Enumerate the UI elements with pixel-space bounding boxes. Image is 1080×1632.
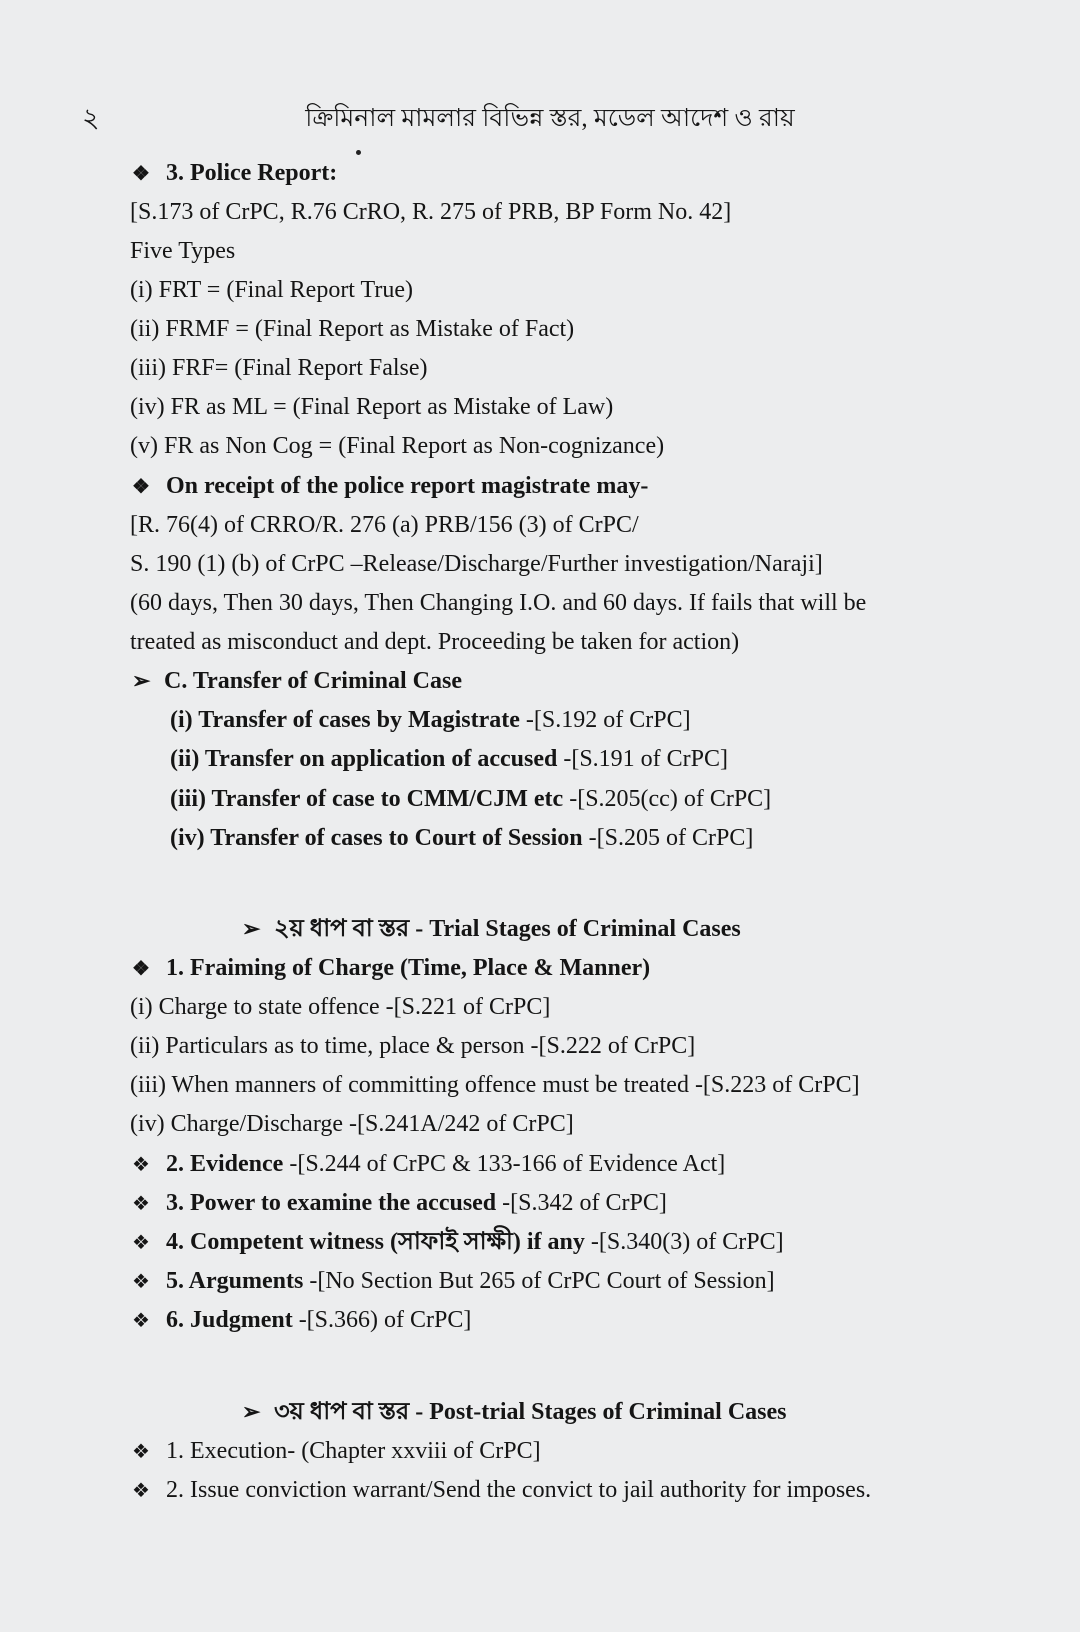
arrow-icon: ➢	[242, 916, 261, 941]
type-item: (ii) FRMF = (Final Report as Mistake of Fact)	[130, 316, 575, 342]
police-report-reference: [S.173 of CrPC, R.76 CrRO, R. 275 of PRB, BP Form No. 42]	[130, 199, 732, 225]
bullet-icon: ❖	[132, 1193, 150, 1215]
bullet-icon: ❖	[132, 163, 150, 185]
transfer-item: (iii) Transfer of case to CMM/CJM etc -[S.205(cc) of CrPC]	[170, 786, 772, 812]
charge-item: (i) Charge to state offence -[S.221 of CrPC]	[130, 994, 551, 1020]
stray-dot	[356, 150, 361, 155]
bullet-icon: ❖	[132, 1310, 150, 1332]
bullet-icon: ❖	[132, 1441, 150, 1463]
bullet-icon: ❖	[132, 958, 150, 980]
bullet-icon: ❖	[132, 1154, 150, 1176]
trial-step: ❖ 4. Competent witness (সাফাই সাক্ষী) if any -[S.340(3) of CrPC]	[132, 1226, 784, 1259]
section-heading-post-trial: ➢ ৩য় ধাপ বা স্তর - Post-trial Stages of Criminal Cases	[242, 1396, 787, 1428]
trial-step: ❖ 2. Evidence -[S.244 of CrPC & 133-166 of Evidence Act]	[132, 1148, 725, 1181]
charge-item: (ii) Particulars as to time, place & person -[S.222 of CrPC]	[130, 1033, 696, 1059]
type-item: (v) FR as Non Cog = (Final Report as Non-cognizance)	[130, 433, 665, 459]
types-label: Five Types	[130, 238, 236, 264]
charge-item: (iii) When manners of committing offence must be treated -[S.223 of CrPC]	[130, 1072, 860, 1098]
section-heading-trial-stage: ➢ ২য় ধাপ বা স্তর - Trial Stages of Criminal Cases	[242, 913, 741, 945]
page-header	[0, 98, 1080, 138]
post-trial-item: ❖ 1. Execution- (Chapter xxviii of CrPC]	[132, 1435, 541, 1468]
time-limit-note: treated as misconduct and dept. Proceeding be taken for action)	[130, 629, 740, 655]
trial-step: ❖ 5. Arguments -[No Section But 265 of CrPC Court of Session]	[132, 1265, 775, 1298]
transfer-item: (i) Transfer of cases by Magistrate -[S.192 of CrPC]	[170, 707, 691, 733]
transfer-item: (ii) Transfer on application of accused -[S.191 of CrPC]	[170, 746, 729, 772]
charge-item: (iv) Charge/Discharge -[S.241A/242 of CrPC]	[130, 1111, 574, 1137]
trial-step: ❖ 6. Judgment -[S.366) of CrPC]	[132, 1304, 471, 1337]
arrow-icon: ➢	[242, 1399, 261, 1424]
transfer-item: (iv) Transfer of cases to Court of Session -[S.205 of CrPC]	[170, 825, 754, 851]
running-title: ক্রিমিনাল মামলার বিভিন্ন স্তর, মডেল আদেশ ও রায়	[305, 105, 795, 132]
section-heading-police-report: ❖ 3. Police Report:	[132, 157, 337, 190]
post-trial-item: ❖ 2. Issue conviction warrant/Send the convict to jail authority for imposes.	[132, 1474, 871, 1507]
bullet-icon: ❖	[132, 1271, 150, 1293]
type-item: (iv) FR as ML = (Final Report as Mistake of Law)	[130, 394, 614, 420]
bullet-icon: ❖	[132, 1480, 150, 1502]
bullet-icon: ❖	[132, 1232, 150, 1254]
time-limit-note: (60 days, Then 30 days, Then Changing I.O. and 60 days. If fails that will be	[130, 590, 867, 616]
charge-heading: ❖ 1. Fraiming of Charge (Time, Place & Manner)	[132, 952, 650, 985]
type-item: (iii) FRF= (Final Report False)	[130, 355, 428, 381]
receipt-reference: [R. 76(4) of CRRO/R. 276 (a) PRB/156 (3) of CrPC/	[130, 512, 639, 538]
arrow-icon: ➢	[132, 668, 151, 693]
trial-step: ❖ 3. Power to examine the accused -[S.342 of CrPC]	[132, 1187, 667, 1220]
section-heading-transfer: ➢ C. Transfer of Criminal Case	[132, 665, 462, 697]
receipt-heading: ❖ On receipt of the police report magistrate may-	[132, 470, 648, 503]
bullet-icon: ❖	[132, 476, 150, 498]
type-item: (i) FRT = (Final Report True)	[130, 277, 413, 303]
receipt-reference: S. 190 (1) (b) of CrPC –Release/Discharge/Further investigation/Naraji]	[130, 551, 823, 577]
page-number: ২	[82, 103, 100, 133]
